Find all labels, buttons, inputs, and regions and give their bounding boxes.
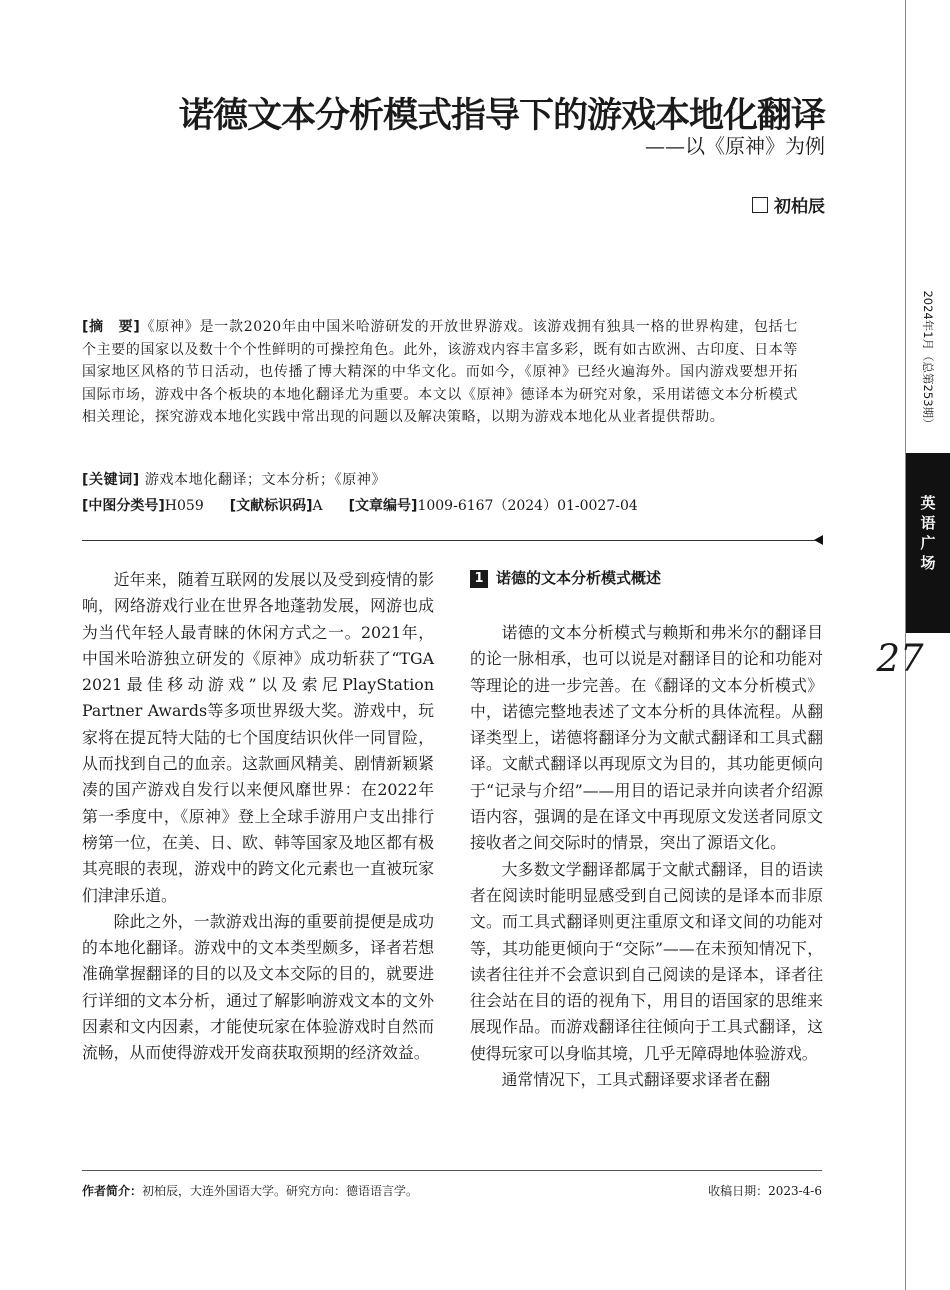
article-subtitle: ——以《原神》为例 <box>645 134 825 158</box>
arrow-left-icon <box>814 535 823 545</box>
footer-divider <box>82 1170 822 1171</box>
right-column <box>470 620 823 1093</box>
author-line <box>600 192 825 217</box>
box-icon <box>752 197 768 213</box>
section-number: 1 <box>470 570 488 588</box>
abstract-text: 《原神》是一款2020年由中国米哈游研发的开放世界游戏。该游戏拥有独具一格的世界构建，包括七个主要的国家以及数十个个性鲜明的可操控角色。此外，该游戏内容丰富多彩，既有如古欧洲、古印度、日本等国家地区风格的节日活动，也传播了博大精深的中华文化。而如今，《原神》已经火遍海外。国内游戏要想开拓国际市场，游戏中各个板块的本地化翻译尤为重要。本文以《原神》德译本为研究对象，采用诺德文本分析模式相关理论，探究游戏本地化实践中常出现的问题以及解决策略，以期为游戏本地化从业者提供帮助。 <box>82 319 798 426</box>
section-tab <box>906 453 950 633</box>
keywords-text: 游戏本地化翻译；文本分析；《原神》 <box>144 472 387 488</box>
issue-info <box>906 280 950 440</box>
received-date: 收稿日期：2023-4-6 <box>708 1184 822 1198</box>
article-title: 诺德文本分析模式指导下的游戏本地化翻译 <box>178 96 825 136</box>
clc-label: [中图分类号] <box>82 498 165 514</box>
section-heading <box>470 567 823 588</box>
doc-code-value: A <box>312 498 323 514</box>
article-no-value: 1009-6167（2024）01-0027-04 <box>417 498 638 514</box>
page-number: 27 <box>876 637 924 680</box>
section-title: 诺德的文本分析模式概述 <box>496 569 662 587</box>
paragraph: 近年来，随着互联网的发展以及受到疫情的影响，网络游戏行业在世界各地蓬勃发展，网游也成为当代年轻人最青睐的休闲方式之一。2021年，中国米哈游独立研发的《原神》成功斩获了“TGA 2021最佳移动游戏”以及索尼PlayStation Partner Awards等多项世界级大奖。游戏中，玩家将在提瓦特大陆的七个国度结识伙伴一同冒险，从而找到自己的血亲。这款画风精美、剧情新颖紧凑的国产游戏自发行以来便风靡世界：在2022年第一季度中，《原神》登上全球手游用户支出排行榜第一位，在美、日、欧、韩等国家及地区都有极其亮眼的表现，游戏中的跨文化元素也一直被玩家们津津乐道。 <box>82 570 434 905</box>
classification-line <box>82 495 798 515</box>
abstract <box>82 316 798 429</box>
keywords-label: [关键词] <box>82 472 140 488</box>
divider <box>82 540 822 541</box>
paragraph: 除此之外，一款游戏出海的重要前提便是成功的本地化翻译。游戏中的文本类型颇多，译者若想准确掌握翻译的目的以及文本交际的目的，就要进行详细的文本分析，通过了解影响游戏文本的文外因素和文内因素，才能使玩家在体验游戏时自然而流畅，从而使得游戏开发商获取预期的经济效益。 <box>82 911 434 1063</box>
author-name: 初柏辰 <box>774 197 825 217</box>
paragraph: 大多数文学翻译都属于文献式翻译，目的语读者在阅读时能明显感受到自己阅读的是译本而非原文。而工具式翻译则更注重原文和译文间的功能对等，其功能更倾向于“交际”——在未预知情况下，读者往往并不会意识到自己阅读的是译本，译者往往会站在目的语的视角下，用目的语国家的思维来展现作品。而游戏翻译往往倾向于工具式翻译，这使得玩家可以身临其境，几乎无障碍地体验游戏。 <box>470 859 823 1063</box>
issue-text: 2024年1月（总第253期） <box>921 290 935 430</box>
doc-code-label: [文献标识码] <box>229 498 313 514</box>
clc-value: H059 <box>164 498 204 514</box>
paragraph: 诺德的文本分析模式与赖斯和弗米尔的翻译目的论一脉相承，也可以说是对翻译目的论和功能对等理论的进一步完善。在《翻译的文本分析模式》中，诺德完整地表述了文本分析的具体流程。从翻译类型上，诺德将翻译分为文献式翻译和工具式翻译。文献式翻译以再现原文为目的，其功能更倾向于“记录与介绍”——用目的语记录并向读者介绍源语内容，强调的是在译文中再现原文发送者同原文接收者之间交际时的情景，突出了源语文化。 <box>470 623 823 853</box>
section-tab-label: 英语广场 <box>920 494 936 572</box>
footer-author-label: 作者简介： <box>82 1184 143 1198</box>
footer-author <box>82 1182 418 1199</box>
article-no-label: [文章编号] <box>348 498 418 514</box>
footer-author-info: 初柏辰，大连外国语大学。研究方向：德语语言学。 <box>142 1184 419 1198</box>
left-column <box>82 567 434 1067</box>
keywords <box>82 469 798 489</box>
abstract-label: [摘 要] <box>82 319 141 335</box>
paragraph: 通常情况下，工具式翻译要求译者在翻 <box>501 1070 771 1090</box>
